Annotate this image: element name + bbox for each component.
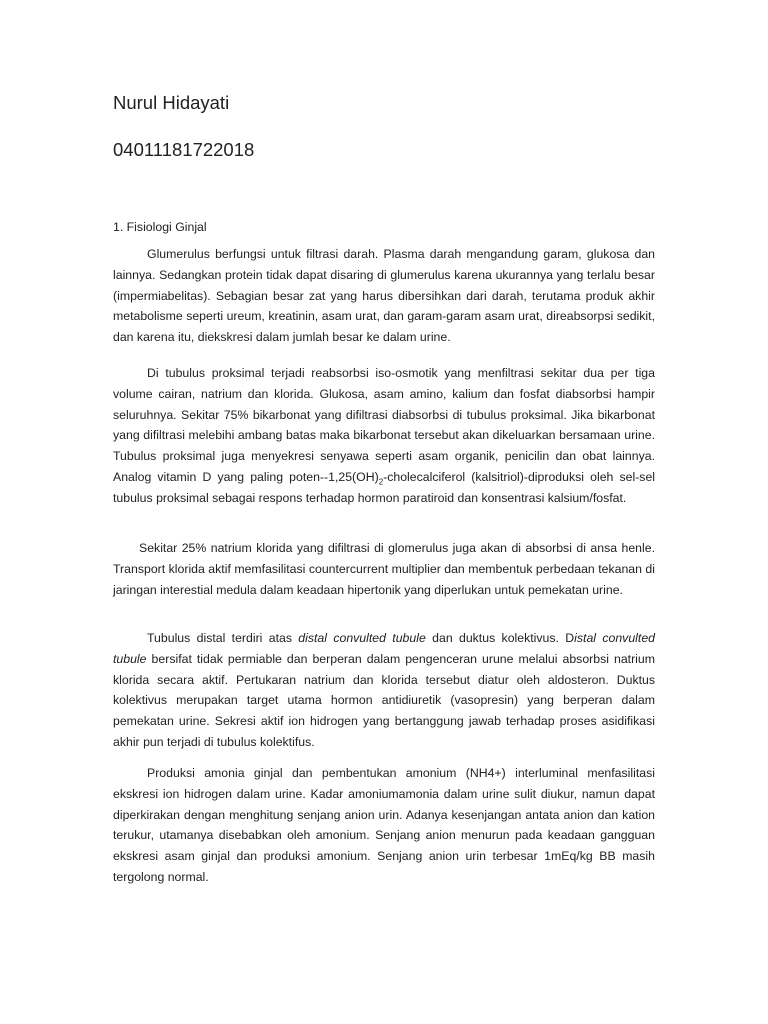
paragraph-text-part: -cholecalciferol (kalsitriol)-diproduksi oleh sel-sel tubulus proksimal sebagai respons terhadap hormon paratiroid dan konsentrasi kalsium/fosfat. xyxy=(113,469,656,505)
paragraph-distal-tubule xyxy=(113,628,655,753)
paragraph-text xyxy=(113,363,655,509)
paragraph-text: Produksi amonia ginjal dan pembentukan amonium (NH4+) interluminal menfasilitasi ekskresi ion hidrogen dalam urine. Kadar amoniumamonia dalam urine sulit diukur, namun dapat diperkirakan dengan menghitung senjang anion urin. Adanya kesenjangan antata anion dan kation terukur, utamanya disebabkan oleh amonium. Senjang anion menurun pada keadaan gangguan ekskresi asam ginjal dan produksi amonium. Senjang anion urin terbesar 1mEq/kg BB masih tergolong normal. xyxy=(113,766,655,884)
italic-term: distal convulted tubule xyxy=(298,631,426,645)
paragraph-ammonia xyxy=(113,763,655,888)
paragraph-text-part: bersifat tidak permiable dan berperan dalam pengenceran urune melalui absorbsi natrium klorida secara aktif. Pertukaran natrium dan klorida tersebut diatur oleh aldosteron. Duktus kolektivus merupakan target utama hormon antidiuretik (vasopresin) yang berperan dalam pemekatan urine. Sekresi aktif ion hidrogen yang bertanggung jawab terhadap proses asidifikasi akhir pun terjadi di tubulus kolektifus. xyxy=(113,651,655,749)
paragraph-text xyxy=(113,628,655,753)
student-id: 04011181722018 xyxy=(113,139,255,160)
paragraph-text-part: Di tubulus proksimal terjadi reabsorbsi iso-osmotik yang menfiltrasi sekitar dua per tiga volume cairan, natrium dan klorida. Glukosa, asam amino, kalium dan fosfat diabsorbsi hampir seluruhnya. Sekitar 75% bikarbonat yang difiltrasi diabsorbsi di tubulus proksimal. Jika bikarbonat yang difiltrasi melebihi ambang batas maka bikarbonat tersebut akan dikeluarkan bersamaan urine. Tubulus proksimal juga menyekresi senyawa seperti asam organik, penicilin dan obat lainnya. Analog vitamin D yang paling poten--1,25(OH) xyxy=(113,366,655,484)
paragraph-text: Glumerulus berfungsi untuk filtrasi darah. Plasma darah mengandung garam, glukosa dan lainnya. Sedangkan protein tidak dapat disaring di glumerulus karena ukurannya yang terlalu besar (impermiabelitas). Sebagian besar zat yang harus dibersihkan dari darah, terutama produk akhir metabolisme seperti ureum, kreatinin, asam urat, dan garam-garam asam urat, direabsorpsi sedikit, dan karena itu, diekskresi dalam jumlah besar ke dalam urine. xyxy=(113,247,655,345)
subscript: 2 xyxy=(378,477,384,487)
section-heading: 1. Fisiologi Ginjal xyxy=(113,220,207,234)
paragraph-glomerulus xyxy=(113,244,655,348)
paragraph-text: Sekitar 25% natrium klorida yang difiltrasi di glomerulus juga akan di absorbsi di ansa henle. Transport klorida aktif memfasilitasi countercurrent multiplier dan membentuk perbedaan tekanan di jaringan interestial medula dalam keadaan hipertonik yang diperlukan untuk pemekatan urine. xyxy=(113,541,655,597)
paragraph-proximal-tubule xyxy=(113,363,655,509)
paragraph-text-part: Tubulus distal terdiri atas xyxy=(147,631,299,645)
paragraph-ansa-henle xyxy=(113,538,655,600)
author-name: Nurul Hidayati xyxy=(113,92,230,113)
italic-term: istal convulted tubule xyxy=(113,631,655,666)
paragraph-text-part: dan duktus kolektivus. D xyxy=(425,631,575,645)
